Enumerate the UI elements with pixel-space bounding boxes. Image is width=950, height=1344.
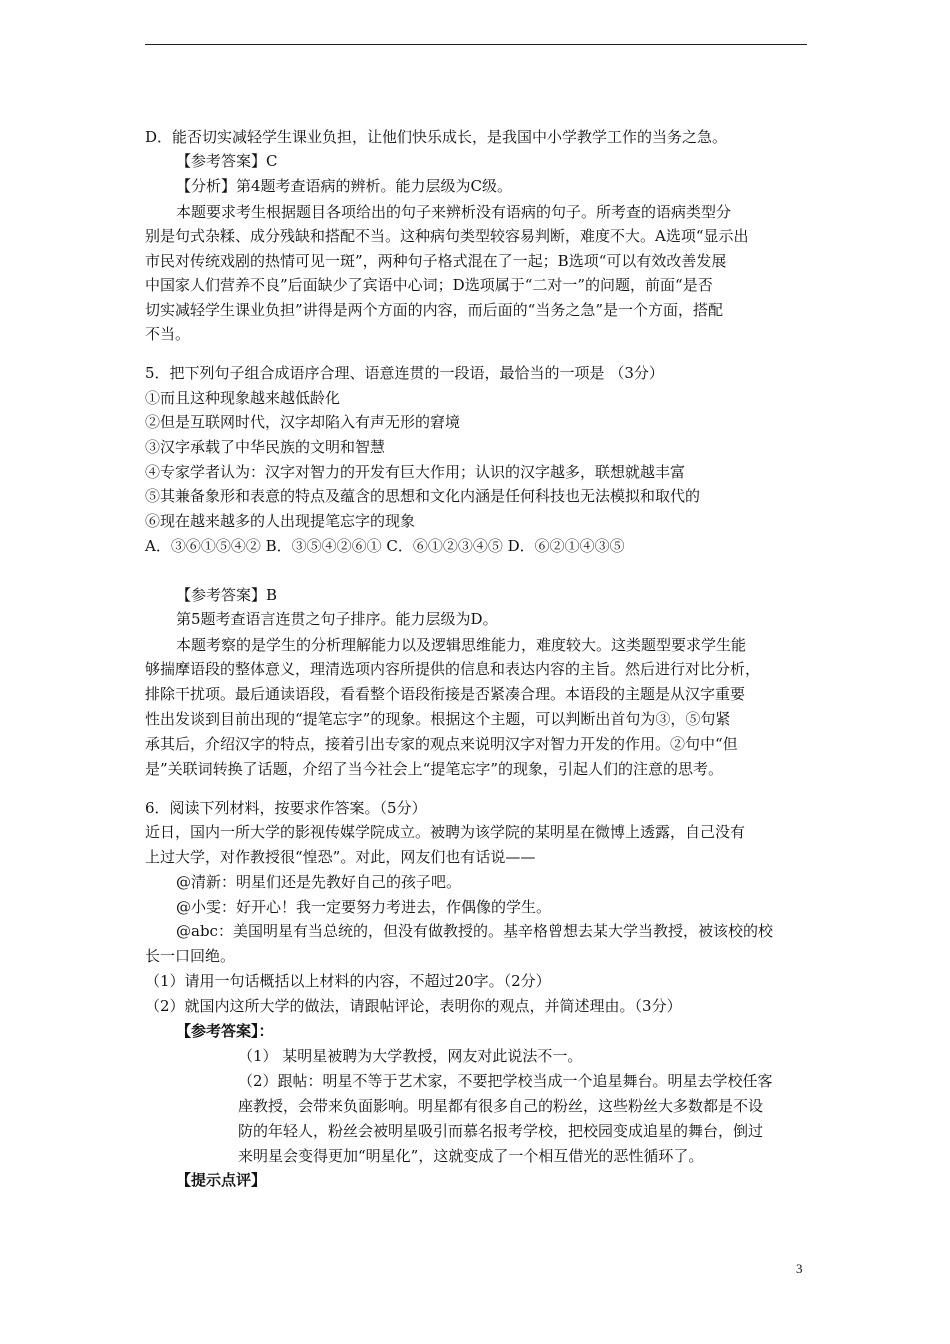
q4-analysis-line: 别是句式杂糅、成分残缺和搭配不当。这种病句类型较容易判断，难度不大。A选项“显示出 bbox=[145, 227, 749, 245]
header-rule bbox=[145, 44, 807, 45]
q6-sub-question-2: （2）就国内这所大学的做法，请跟帖评论，表明你的观点，并简述理由。（3分） bbox=[145, 997, 682, 1015]
q5-item: ④专家学者认为：汉字对智力的开发有巨大作用；认识的汉字越多，联想就越丰富 bbox=[145, 463, 686, 481]
q4-analysis-line: 不当。 bbox=[145, 325, 191, 343]
q4-option-d: D．能否切实减轻学生课业负担，让他们快乐成长，是我国中小学教学工作的当务之急。 bbox=[145, 128, 728, 146]
page-number: 3 bbox=[796, 1261, 803, 1276]
q6-sub-question-1: （1）请用一句话概括以上材料的内容，不超过20字。（2分） bbox=[145, 972, 551, 990]
q6-stem: 6．阅读下列材料，按要求作答案。（5分） bbox=[145, 799, 427, 817]
q6-material-line: 近日，国内一所大学的影视传媒学院成立。被聘为该学院的某明星在微博上透露，自己没有 bbox=[145, 823, 746, 841]
q5-analysis-title: 第5题考查语言连贯之句子排序。能力层级为D。 bbox=[176, 610, 498, 628]
q5-analysis-line: 本题考察的是学生的分析理解能力以及逻辑思维能力，难度较大。这类题型要求学生能 bbox=[176, 636, 747, 654]
q4-analysis-line: 市民对传统戏剧的热情可见一斑”，两种句子格式混在了一起；B选项“可以有效改善发展 bbox=[145, 252, 727, 270]
q6-answer-2-line: 防的年轻人，粉丝会被明星吸引而慕名报考学校，把校园变成追星的舞台，倒过 bbox=[238, 1122, 764, 1140]
q4-analysis-line: 本题要求考生根据题目各项给出的句子来辨析没有语病的句子。所考查的语病类型分 bbox=[176, 203, 732, 221]
q5-item: ⑤其兼备象形和表意的特点及蕴含的思想和文化内涵是任何科技也无法模拟和取代的 bbox=[145, 487, 701, 505]
q5-item: ①而且这种现象越来越低龄化 bbox=[145, 389, 341, 407]
q5-stem: 5．把下列句子组合成语序合理、语意连贯的一段语，最恰当的一项是 （3分） bbox=[145, 364, 664, 382]
q5-item: ⑥现在越来越多的人出现提笔忘字的现象 bbox=[145, 512, 416, 530]
q6-answer-2-line: 座教授，会带来负面影响。明星都有很多自己的粉丝，这些粉丝大多数都是不设 bbox=[238, 1097, 764, 1115]
q6-comment: @小雯：好开心！我一定要努力考进去，作偶像的学生。 bbox=[176, 898, 552, 916]
q4-analysis-title: 【分析】第4题考查语病的辨析。能力层级为C级。 bbox=[176, 177, 513, 195]
q6-material-line: 上过大学，对作教授很“惶恐”。对此，网友们也有话说—— bbox=[145, 848, 536, 866]
q4-analysis-line: 中国家人们营养不良”后面缺少了宾语中心词；D选项属于“二对一”的问题，前面“是否 bbox=[145, 276, 713, 294]
q5-item: ②但是互联网时代，汉字却陷入有声无形的窘境 bbox=[145, 413, 461, 431]
q5-analysis-line: 是”关联词转换了话题，介绍了当今社会上“提笔忘字”的现象，引起人们的注意的思考。 bbox=[145, 760, 724, 778]
q6-answer-1: （1） 某明星被聘为大学教授，网友对此说法不一。 bbox=[238, 1047, 583, 1065]
q5-analysis-line: 性出发谈到目前出现的“提笔忘字”的现象。根据这个主题，可以判断出首句为③，⑤句紧 bbox=[145, 710, 731, 728]
q4-analysis-line: 切实减轻学生课业负担”讲得是两个方面的内容，而后面的“当务之急”是一个方面，搭配 bbox=[145, 301, 724, 319]
q5-options: A．③⑥①⑤④② B．③⑤④②⑥① C．⑥①②③④⑤ D．⑥②①④③⑤ bbox=[145, 537, 625, 555]
q6-comment: 长一口回绝。 bbox=[145, 947, 236, 965]
q6-comment: @清新：明星们还是先教好自己的孩子吧。 bbox=[176, 873, 462, 891]
q6-tip-heading: 【提示点评】 bbox=[176, 1171, 267, 1189]
q5-analysis-line: 排除干扰项。最后通读语段，看看整个语段衔接是否紧凑合理。本语段的主题是从汉字重要 bbox=[145, 685, 746, 703]
q5-answer: 【参考答案】B bbox=[176, 586, 278, 604]
q4-answer: 【参考答案】C bbox=[176, 152, 278, 170]
q6-answer-2-line: （2）跟帖：明星不等于艺术家，不要把学校当成一个追星舞台。明星去学校任客 bbox=[238, 1072, 773, 1090]
q5-analysis-line: 承其后，介绍汉字的特点，接着引出专家的观点来说明汉字对智力开发的作用。②句中“但 bbox=[145, 735, 738, 753]
q6-answer-2-line: 来明星会变得更加“明星化”，这就变成了一个相互借光的恶性循环了。 bbox=[238, 1147, 704, 1165]
q6-answer-heading: 【参考答案】： bbox=[176, 1022, 274, 1040]
q6-comment: @abc：美国明星有当总统的，但没有做教授的。基辛格曾想去某大学当教授，被该校的校 bbox=[176, 922, 773, 940]
q5-item: ③汉字承载了中华民族的文明和智慧 bbox=[145, 438, 386, 456]
q5-analysis-line: 够揣摩语段的整体意义，理清选项内容所提供的信息和表达内容的主旨。然后进行对比分析， bbox=[145, 660, 761, 678]
